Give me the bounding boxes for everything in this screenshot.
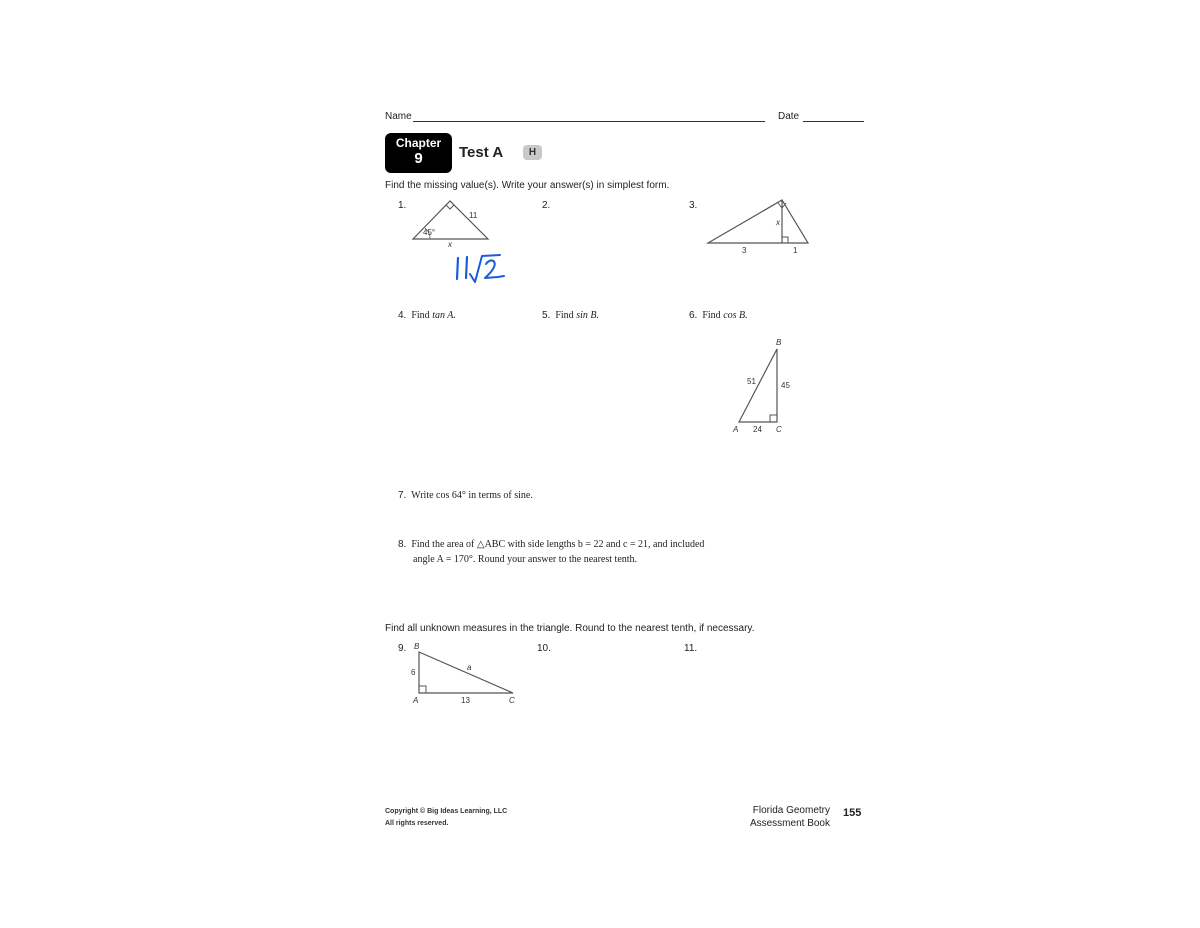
problem-1-number: 1. (398, 200, 407, 211)
problem-10-number: 10. (537, 643, 551, 654)
problem-6-triangle (728, 334, 798, 436)
vertex-a-label: A (413, 696, 419, 705)
book-title-line2: Assessment Book (749, 818, 830, 829)
problem-1-triangle (408, 198, 494, 250)
section1-instruction: Find the missing value(s). Write your answer(s) in simplest form. (385, 180, 670, 191)
chapter-word: Chapter (395, 136, 442, 150)
hypotenuse-label: a (467, 663, 472, 672)
date-line[interactable] (803, 121, 864, 122)
vertex-b-label: B (414, 642, 420, 651)
vertex-a-label: A (733, 425, 739, 434)
problem-3-triangle (703, 196, 813, 258)
chapter-number: 9 (414, 150, 423, 167)
problem-5-text: Find (555, 310, 577, 321)
chapter-badge (385, 133, 452, 173)
triangle-shape (708, 200, 808, 243)
problem-2-number: 2. (542, 200, 551, 211)
problem-4-text: Find (411, 310, 433, 321)
name-label: Name (385, 111, 412, 122)
vertex-b-label: B (776, 338, 782, 347)
copyright-line1: Copyright © Big Ideas Learning, LLC (385, 808, 508, 815)
angle-label: 45° (423, 228, 436, 237)
base-label: 24 (753, 425, 762, 434)
problem-8-line1: Find the area of △ABC with side lengths b = 22 and c = 21, and included (411, 539, 705, 550)
problem-8-line2: angle A = 170°. Round your answer to the nearest tenth. (413, 554, 638, 565)
leg-label: 45 (781, 381, 790, 390)
problem-9-number: 9. (398, 643, 407, 654)
problem-9-triangle (406, 640, 522, 708)
problem-4-number: 4. (398, 310, 407, 321)
problem-7-text: Write (411, 490, 437, 501)
vertex-c-label: C (776, 425, 782, 434)
vertex-c-label: C (509, 696, 515, 705)
problem-7-expr: cos 64° (436, 490, 466, 501)
problem-4-expr: tan A. (432, 310, 456, 321)
triangle-shape (739, 349, 777, 422)
triangle-shape (419, 652, 513, 693)
altitude-label: x (776, 218, 780, 227)
problem-6-text: Find (702, 310, 724, 321)
problem-5-expr: sin B. (576, 310, 599, 321)
right-angle-mark (419, 686, 426, 693)
right-angle-mark (446, 205, 454, 209)
problem-6 (689, 310, 748, 321)
right-angle-mark (770, 415, 777, 422)
right-angle-mark (782, 237, 788, 243)
section2-instruction: Find all unknown measures in the triangle. Round to the nearest tenth, if necessary. (385, 623, 755, 634)
problem-6-number: 6. (689, 310, 698, 321)
base-label: 13 (461, 696, 470, 705)
problem-7-number: 7. (398, 490, 407, 501)
date-label: Date (778, 111, 800, 122)
side-label: 11 (469, 211, 478, 220)
problem-4 (398, 310, 456, 321)
left-segment-label: 3 (742, 246, 747, 255)
problem-8 (398, 539, 704, 550)
base-label: x (448, 240, 452, 249)
test-title: Test A (459, 144, 504, 161)
copyright-line2: All rights reserved. (385, 820, 449, 827)
problem-3-number: 3. (689, 200, 698, 211)
problem-7 (398, 490, 533, 501)
problem-7-text2: in terms of sine. (468, 490, 533, 501)
right-segment-label: 1 (793, 246, 798, 255)
problem-5 (542, 310, 599, 321)
level-badge: H (523, 145, 542, 160)
problem-8-number: 8. (398, 539, 407, 550)
page-number: 155 (843, 807, 862, 819)
problem-5-number: 5. (542, 310, 551, 321)
handwritten-answer (452, 252, 512, 286)
name-line[interactable] (413, 121, 765, 122)
leg-label: 6 (411, 668, 416, 677)
book-title-line1: Florida Geometry (752, 805, 830, 816)
hypotenuse-label: 51 (747, 377, 756, 386)
problem-6-expr: cos B. (723, 310, 748, 321)
problem-11-number: 11. (684, 643, 698, 654)
